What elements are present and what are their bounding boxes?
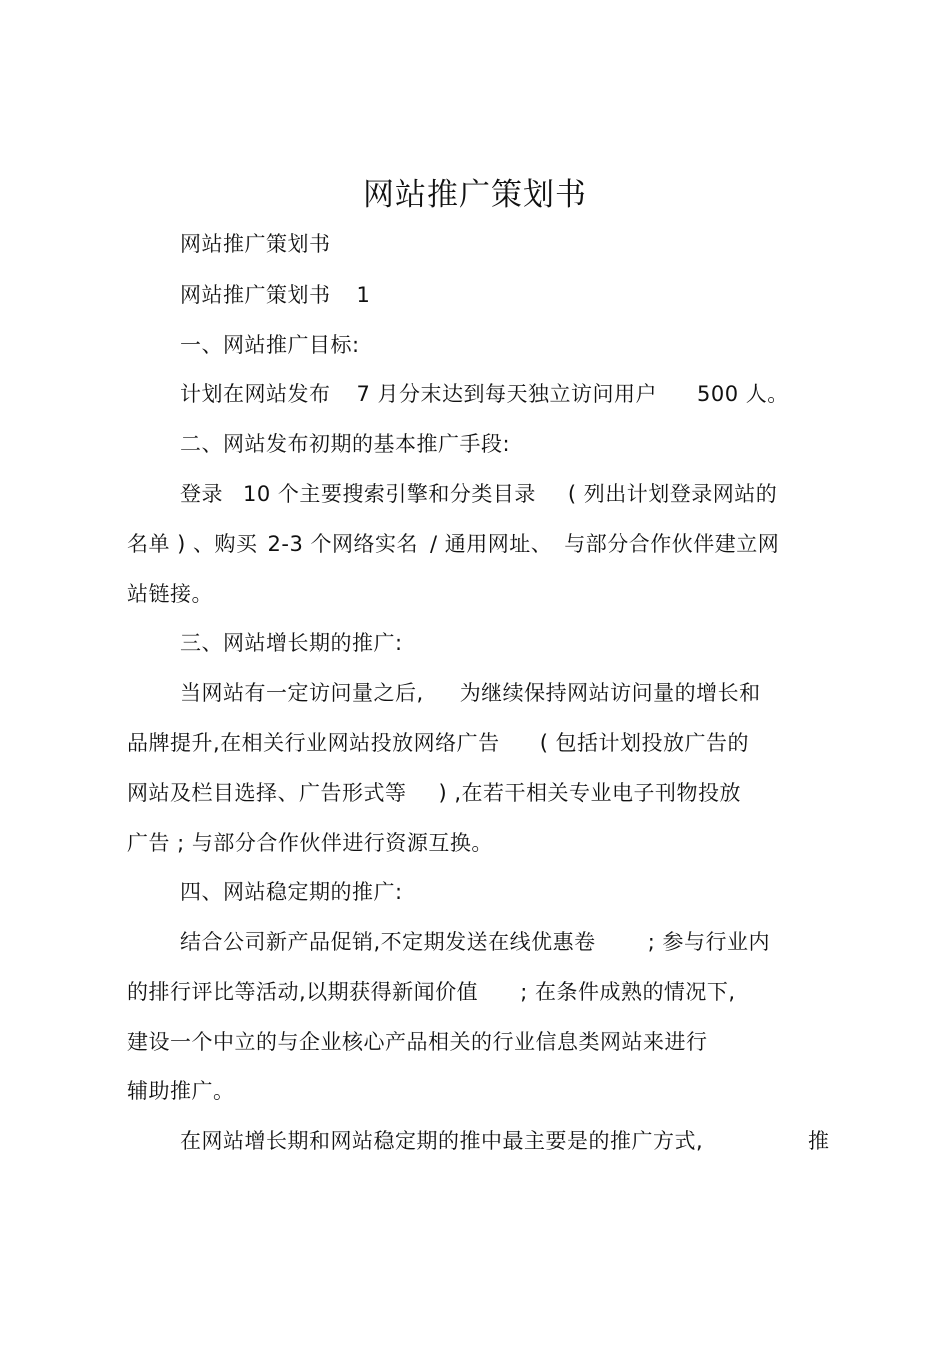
- closing-line: 在网站增长期和网站稳定期的推中最主要是的推广方式,: [180, 1129, 704, 1153]
- subtitle-text: 网站推广策划书: [180, 283, 331, 307]
- section4-line3: 建设一个中立的与企业核心产品相关的行业信息类网站来进行: [127, 1030, 708, 1054]
- section4-line2-b: ; 在条件成熟的情况下,: [520, 980, 736, 1004]
- section3-line2-b: ( 包括计划投放广告的: [539, 731, 750, 755]
- section3-line3-b: ) ,在若干相关专业电子刊物投放: [438, 781, 742, 805]
- closing-tail: 推: [808, 1129, 830, 1153]
- subtitle: 网站推广策划书: [180, 232, 331, 256]
- section3-line2-a: 品牌提升,在相关行业网站投放网络广告: [127, 731, 500, 755]
- section4-line1: [180, 927, 770, 957]
- section3-line2: [127, 728, 749, 758]
- section2-line1-c: ( 列出计划登录网站的: [567, 482, 778, 506]
- subtitle-number: 1: [356, 283, 371, 307]
- section4-line2-a: 的排行评比等活动,以期获得新闻价值: [127, 980, 479, 1004]
- section3-line4: 广告 ; 与部分合作伙伴进行资源互换。: [127, 831, 493, 855]
- section3-line3: [127, 778, 741, 808]
- section2-heading: 二、网站发布初期的基本推广手段:: [180, 432, 511, 456]
- section2-line3: 站链接。: [127, 582, 213, 606]
- section2-line2-c: / 通用网址、: [430, 532, 553, 556]
- section2-line1-a: 登录: [180, 482, 223, 506]
- section2-line2-d: 与部分合作伙伴建立网: [564, 532, 780, 556]
- section2-line1: [180, 479, 777, 509]
- section3-line1: [180, 678, 761, 708]
- section2-line2-a: 名单 ) 、购买: [127, 532, 258, 556]
- section3-line1-b: 为继续保持网站访问量的增长和: [459, 681, 761, 705]
- section1-body-part3: 500 人。: [697, 382, 789, 406]
- section4-line1-b: ; 参与行业内: [647, 930, 770, 954]
- section3-line3-a: 网站及栏目选择、广告形式等: [127, 781, 407, 805]
- section1-body: [180, 379, 789, 409]
- section2-line2: [127, 529, 779, 559]
- section4-line2: [127, 977, 736, 1007]
- section1-body-part1: 计划在网站发布: [180, 382, 331, 406]
- section4-heading: 四、网站稳定期的推广:: [180, 880, 403, 904]
- section1-body-part2: 7 月分末达到每天独立访问用户: [356, 382, 658, 406]
- section4-line4: 辅助推广。: [127, 1079, 235, 1103]
- section1-heading: 一、网站推广目标:: [180, 333, 360, 357]
- document-title: 网站推广策划书: [363, 177, 587, 213]
- section3-heading: 三、网站增长期的推广:: [180, 631, 403, 655]
- section2-line1-b: 10 个主要搜索引擎和分类目录: [243, 482, 536, 506]
- section2-line2-b: 2-3 个网络实名: [267, 532, 419, 556]
- section3-line1-a: 当网站有一定访问量之后,: [180, 681, 424, 705]
- subtitle-numbered: [180, 280, 370, 310]
- section4-line1-a: 结合公司新产品促销,不定期发送在线优惠卷: [180, 930, 596, 954]
